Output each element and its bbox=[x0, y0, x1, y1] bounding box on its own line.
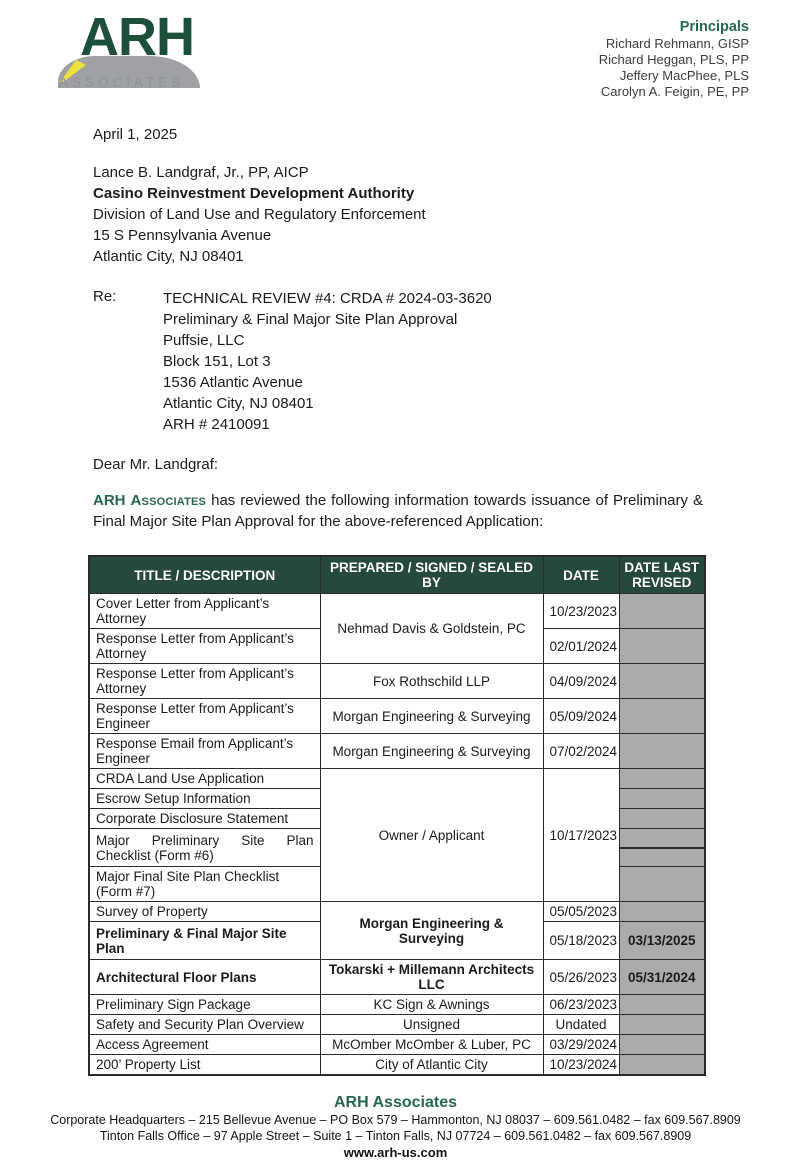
re-line: Atlantic City, NJ 08401 bbox=[163, 395, 314, 412]
date-cell: 05/05/2023 bbox=[543, 902, 619, 922]
title-cell: Preliminary & Final Major Site Plan bbox=[89, 922, 320, 960]
title-cell: Preliminary Sign Package bbox=[89, 995, 320, 1015]
principals-heading: Principals bbox=[679, 19, 749, 35]
re-line: ARH # 2410091 bbox=[163, 416, 270, 433]
revised-cell bbox=[619, 734, 705, 769]
footer-address-line-2: Tinton Falls Office – 97 Apple Street – Suite 1 – Tinton Falls, NJ 07724 – 609.561.0482 – fax 609.567.8909 bbox=[99, 1129, 692, 1143]
firm-word-arh: ARH bbox=[93, 492, 126, 509]
date-cell: 07/02/2024 bbox=[543, 734, 619, 769]
revised-cell bbox=[619, 1035, 705, 1055]
revised-cell bbox=[619, 664, 705, 699]
revised-cell bbox=[619, 902, 705, 922]
preparer-cell: KC Sign & Awnings bbox=[320, 995, 543, 1015]
table-header-row bbox=[89, 556, 705, 594]
title-cell: Response Letter from Applicant’s Engineer bbox=[89, 699, 320, 734]
date-cell: 06/23/2023 bbox=[543, 995, 619, 1015]
table-row bbox=[89, 1035, 705, 1055]
title-cell: Major Preliminary Site Plan Checklist (Form #6) bbox=[89, 829, 320, 867]
header-date: DATE bbox=[543, 556, 619, 594]
principal-name: Richard Heggan, PLS, PP bbox=[598, 52, 749, 67]
preparer-cell: City of Atlantic City bbox=[320, 1055, 543, 1076]
firm-name bbox=[93, 492, 206, 509]
principal-name: Carolyn A. Feigin, PE, PP bbox=[600, 84, 749, 99]
company-logo bbox=[58, 7, 200, 90]
re-lines bbox=[163, 288, 492, 435]
revised-cell bbox=[619, 1015, 705, 1035]
date-cell: 03/29/2024 bbox=[543, 1035, 619, 1055]
title-cell: Architectural Floor Plans bbox=[89, 960, 320, 995]
date-cell: 04/09/2024 bbox=[543, 664, 619, 699]
title-cell: Response Letter from Applicant’s Attorney bbox=[89, 629, 320, 664]
revised-cell bbox=[619, 594, 705, 629]
page-footer bbox=[0, 1093, 791, 1161]
footer-address-line-1: Corporate Headquarters – 215 Bellevue Avenue – PO Box 579 – Hammonton, NJ 08037 – 609.561.0482 – fax 609.567.8909 bbox=[50, 1113, 741, 1127]
revised-cell: 03/13/2025 bbox=[619, 922, 705, 960]
revised-cell bbox=[619, 629, 705, 664]
recipient-block bbox=[93, 162, 703, 267]
revised-cell bbox=[619, 769, 705, 789]
date-cell: 10/17/2023 bbox=[543, 769, 619, 902]
title-cell: 200’ Property List bbox=[89, 1055, 320, 1076]
body-paragraph bbox=[93, 490, 703, 532]
recipient-organization: Casino Reinvestment Development Authority bbox=[93, 185, 415, 202]
preparer-cell: Morgan Engineering & Surveying bbox=[320, 734, 543, 769]
footer-website: www.arh-us.com bbox=[343, 1145, 448, 1160]
preparer-cell: Morgan Engineering & Surveying bbox=[320, 699, 543, 734]
table-row bbox=[89, 960, 705, 995]
principal-name: Richard Rehmann, GISP bbox=[605, 36, 749, 51]
date-cell: 05/18/2023 bbox=[543, 922, 619, 960]
re-line: TECHNICAL REVIEW #4: CRDA # 2024-03-3620 bbox=[163, 290, 492, 307]
letter-date: April 1, 2025 bbox=[93, 126, 178, 143]
principal-name: Jeffery MacPhee, PLS bbox=[619, 68, 749, 83]
table-row bbox=[89, 769, 705, 789]
revised-cell: 05/31/2024 bbox=[619, 960, 705, 995]
preparer-cell: Fox Rothschild LLP bbox=[320, 664, 543, 699]
revised-cell bbox=[619, 995, 705, 1015]
recipient-city: Atlantic City, NJ 08401 bbox=[93, 248, 244, 265]
letterhead bbox=[0, 0, 791, 100]
logo-word: ASSOCIATES bbox=[59, 75, 185, 90]
title-cell: Cover Letter from Applicant’s Attorney bbox=[89, 594, 320, 629]
body-text: has reviewed the following information towards issuance of Preliminary & Final Major Site Plan Approval for the above-referenced Application: bbox=[93, 492, 704, 530]
logo-acronym: ARH bbox=[80, 7, 194, 67]
title-cell: Safety and Security Plan Overview bbox=[89, 1015, 320, 1035]
table-row bbox=[89, 699, 705, 734]
date-cell: 10/23/2023 bbox=[543, 594, 619, 629]
revised-cell bbox=[619, 829, 705, 867]
preparer-cell: Morgan Engineering & Surveying bbox=[320, 902, 543, 960]
header-title-description: TITLE / DESCRIPTION bbox=[89, 556, 320, 594]
preparer-cell: Unsigned bbox=[320, 1015, 543, 1035]
letter-body bbox=[0, 126, 791, 1076]
date-cell: 05/09/2024 bbox=[543, 699, 619, 734]
title-cell: Survey of Property bbox=[89, 902, 320, 922]
revised-cell bbox=[619, 809, 705, 829]
date-cell: 10/23/2024 bbox=[543, 1055, 619, 1076]
title-cell: Corporate Disclosure Statement bbox=[89, 809, 320, 829]
recipient-division: Division of Land Use and Regulatory Enforcement bbox=[93, 206, 426, 223]
header-date-last-revised: DATE LAST REVISED bbox=[619, 556, 705, 594]
salutation: Dear Mr. Landgraf: bbox=[93, 456, 219, 473]
recipient-street: 15 S Pennsylvania Avenue bbox=[93, 227, 272, 244]
re-label: Re: bbox=[93, 288, 117, 305]
re-line: 1536 Atlantic Avenue bbox=[163, 374, 303, 391]
revised-cell bbox=[619, 699, 705, 734]
preparer-cell: Nehmad Davis & Goldstein, PC bbox=[320, 594, 543, 664]
title-cell: Response Letter from Applicant’s Attorney bbox=[89, 664, 320, 699]
table-row bbox=[89, 995, 705, 1015]
footer-company-name: ARH Associates bbox=[333, 1094, 457, 1111]
re-block bbox=[93, 288, 703, 435]
date-cell: 05/26/2023 bbox=[543, 960, 619, 995]
review-table bbox=[88, 555, 706, 1076]
revised-cell bbox=[619, 789, 705, 809]
preparer-cell: Tokarski + Millemann Architects LLC bbox=[320, 960, 543, 995]
table-row bbox=[89, 902, 705, 922]
re-line: Preliminary & Final Major Site Plan Approval bbox=[163, 311, 458, 328]
date-cell: Undated bbox=[543, 1015, 619, 1035]
header-prepared-by: PREPARED / SIGNED / SEALED BY bbox=[320, 556, 543, 594]
title-cell: Response Email from Applicant’s Engineer bbox=[89, 734, 320, 769]
revised-cell bbox=[619, 1055, 705, 1076]
title-cell: Escrow Setup Information bbox=[89, 789, 320, 809]
re-line: Puffsie, LLC bbox=[163, 332, 245, 349]
table-row bbox=[89, 664, 705, 699]
table-row bbox=[89, 734, 705, 769]
preparer-cell: Owner / Applicant bbox=[320, 769, 543, 902]
recipient-name: Lance B. Landgraf, Jr., PP, AICP bbox=[93, 164, 309, 181]
principals-block bbox=[599, 14, 749, 100]
firm-word-associates: Associates bbox=[130, 492, 207, 509]
revised-cell bbox=[619, 867, 705, 902]
title-cell: CRDA Land Use Application bbox=[89, 769, 320, 789]
table-row bbox=[89, 594, 705, 629]
table-row bbox=[89, 1055, 705, 1076]
re-line: Block 151, Lot 3 bbox=[163, 353, 271, 370]
title-cell: Major Final Site Plan Checklist (Form #7) bbox=[89, 867, 320, 902]
date-cell: 02/01/2024 bbox=[543, 629, 619, 664]
title-cell: Access Agreement bbox=[89, 1035, 320, 1055]
preparer-cell: McOmber McOmber & Luber, PC bbox=[320, 1035, 543, 1055]
table-row bbox=[89, 1015, 705, 1035]
